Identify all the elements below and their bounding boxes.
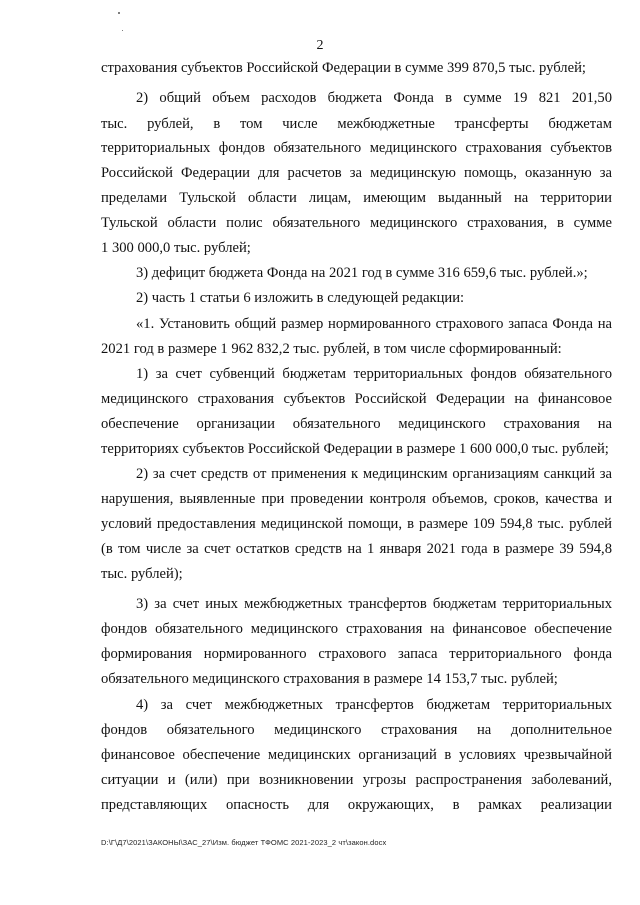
text-line: обязательного медицинского страхования в размере 14 153,7 тыс. рублей; (101, 671, 558, 687)
text-line: территориях субъектов Российской Федерации в размере 1 600 000,0 тыс. рублей; (101, 441, 609, 457)
text-line: фондов обязательного медицинского страхования на дополнительное (101, 722, 612, 738)
text-line: (в том числе за счет остатков средств на 1 января 2021 года в размере 39 594,8 (101, 541, 612, 557)
text-line: тыс. рублей, в том числе межбюджетные трансферты бюджетам (101, 116, 612, 132)
text-line: пределами Тульской области лицам, имеющим выданный на территории (101, 190, 612, 206)
scan-speck (118, 12, 120, 14)
text-line: Тульской области полис обязательного медицинского страхования, в сумме (101, 215, 612, 231)
text-line: 3) дефицит бюджета Фонда на 2021 год в сумме 316 659,6 тыс. рублей.»; (136, 265, 588, 281)
text-line: обеспечение организации обязательного медицинского страхования на (101, 416, 612, 432)
text-line: 3) за счет иных межбюджетных трансфертов бюджетам территориальных (136, 596, 612, 612)
file-path-footer: D:\Г\Д7\2021\ЗАКОНЫ\ЗАС_27\Изм. бюджет ТФОМС 2021-2023_2 чт\закон.docx (101, 838, 387, 847)
text-line: 2) за счет средств от применения к медицинским организациям санкций за (136, 466, 612, 482)
text-line: 2) общий объем расходов бюджета Фонда в сумме 19 821 201,50 (136, 90, 612, 106)
text-line: «1. Установить общий размер нормированного страхового запаса Фонда на (136, 316, 612, 332)
text-line: формирования нормированного страхового запаса территориального фонда (101, 646, 612, 662)
text-line: ситуации и (или) при возникновении угрозы распространения заболеваний, (101, 772, 612, 788)
text-line: условий предоставления медицинской помощи, в размере 109 594,8 тыс. рублей (101, 516, 612, 532)
text-line: 1) за счет субвенций бюджетам территориальных фондов обязательного (136, 366, 612, 382)
text-line: тыс. рублей); (101, 566, 183, 582)
text-line: территориальных фондов обязательного медицинского страхования субъектов (101, 140, 612, 156)
text-line: 2021 год в размере 1 962 832,2 тыс. рублей, в том числе сформированный: (101, 341, 562, 357)
text-line: медицинского страхования субъектов Российской Федерации на финансовое (101, 391, 612, 407)
text-line: фондов обязательного медицинского страхования на финансовое обеспечение (101, 621, 612, 637)
text-line: 4) за счет межбюджетных трансфертов бюджетам территориальных (136, 697, 612, 713)
text-line: 2) часть 1 статьи 6 изложить в следующей редакции: (136, 290, 465, 306)
scan-speck (122, 30, 123, 31)
text-line: Российской Федерации для расчетов за медицинскую помощь, оказанную за (101, 165, 612, 181)
text-line: страхования субъектов Российской Федерации в сумме 399 870,5 тыс. рублей; (101, 60, 586, 76)
text-line: представляющих опасность для окружающих, в рамках реализации (101, 797, 612, 813)
text-line: финансовое обеспечение медицинских организаций в условиях чрезвычайной (101, 747, 612, 763)
text-line: нарушения, выявленные при проведении контроля объемов, сроков, качества и (101, 491, 612, 507)
page-number: 2 (316, 38, 324, 53)
text-line: 1 300 000,0 тыс. рублей; (101, 240, 251, 256)
